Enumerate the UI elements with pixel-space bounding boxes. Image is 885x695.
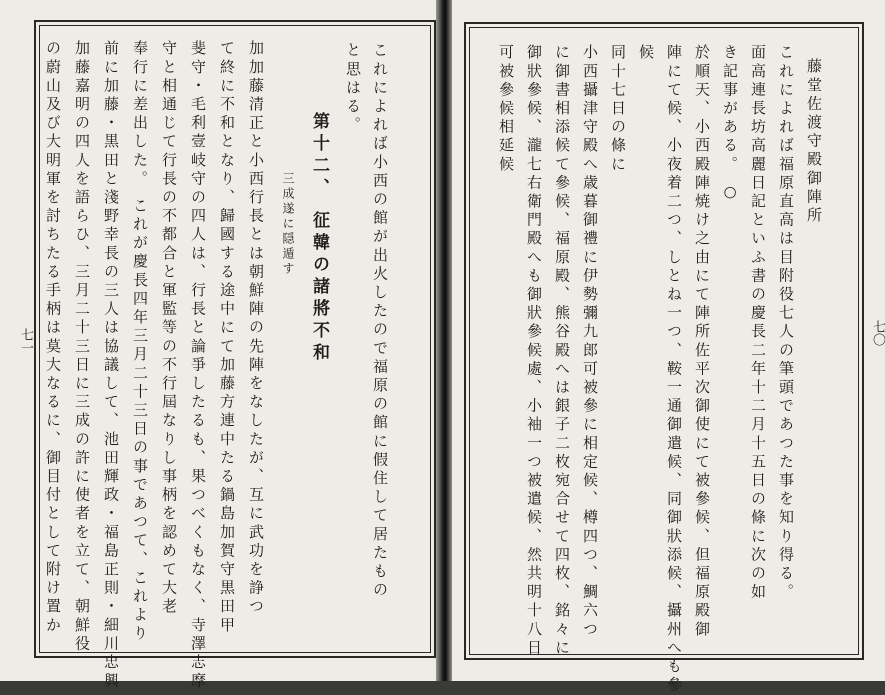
- section-subheading: 三成遂に隠遁す: [281, 172, 295, 277]
- right-line-9: 小西攝津守殿へ歳暮御禮に伊勢彌九郎可被參に相定候、樽四つ、鯛六つ: [581, 44, 599, 640]
- body-line-5: 奉行に差出した。 これが慶長四年三月二十三日の事であつて、これより: [131, 40, 149, 644]
- right-line-8: 同十七日の條に: [609, 44, 627, 175]
- section-heading: 第十二、 征韓の諸將不和: [309, 112, 329, 365]
- right-line-4: き記事がある。 ○: [721, 44, 739, 205]
- right-line-12: 可被參候相延候: [497, 44, 515, 175]
- body-line-8: の蔚山及び大明軍を討ちたる手柄は莫大なるに、御目付として附け置か: [44, 40, 62, 636]
- body-line-3: 斐守・毛利壹岐守の四人は、行長と論爭したるも、果つべくもなく、寺澤志摩: [189, 40, 207, 691]
- book-gutter: [436, 0, 452, 681]
- right-line-1: 藤堂佐渡守殿御陣所: [805, 58, 823, 226]
- body-line-4: 守と相通じて行長の不都合と軍監等の不行屆なりし事柄を認めて大老: [160, 40, 178, 617]
- body-line-6: 前に加藤・黒田と淺野幸長の三人は協議して、池田輝政・福島正則・細川忠興: [102, 40, 120, 691]
- right-line-5: 於順天、小西殿陣焼け之由にて陣所佐平次御使にて被參候、但福原殿御: [693, 44, 711, 640]
- body-line-2: て終に不和となり、歸國する途中にて加藤方連中たる鍋島加賀守黒田甲: [218, 40, 236, 636]
- page-number-right: 七〇: [870, 320, 885, 346]
- body-line-7: 加藤嘉明の四人を語らひ、三月二十三日に三成の許に使者を立て、朝鮮役: [73, 40, 91, 654]
- intro-line-1: これによれば小西の館が出火したので福原の館に假住して居たもの: [371, 42, 389, 600]
- right-line-2: これによれば福原直高は目附役七人の筆頭であつた事を知り得る。: [777, 44, 795, 602]
- page-number-left: 七一: [18, 328, 33, 354]
- right-page-border: [464, 22, 864, 660]
- right-line-6: 陣にて候、小夜着二つ、しとね一つ、鞍一通御遣候、同御狀添候、攝州へも參: [665, 44, 683, 695]
- right-line-10: に御書相添候て參候、福原殿、熊谷殿へは銀子二枚宛合せて四枚、銘々に: [553, 44, 571, 658]
- intro-line-2: と思はる。: [344, 42, 362, 135]
- right-line-7: 候: [637, 44, 655, 63]
- right-page: [452, 0, 885, 695]
- right-line-11: 御狀參候、瀧七右衛門殿へも御狀參候處、小袖一つ被遣候、然共明十八日: [525, 44, 543, 658]
- body-line-1: 加加藤清正と小西行長とは朝鮮陣の先陣をなしたが、互に武功を諍つ: [247, 40, 265, 617]
- right-line-3: 面高連長坊高麗日記といふ書の慶長二年十二月十五日の條に次の如: [749, 44, 767, 602]
- left-page: [0, 0, 436, 691]
